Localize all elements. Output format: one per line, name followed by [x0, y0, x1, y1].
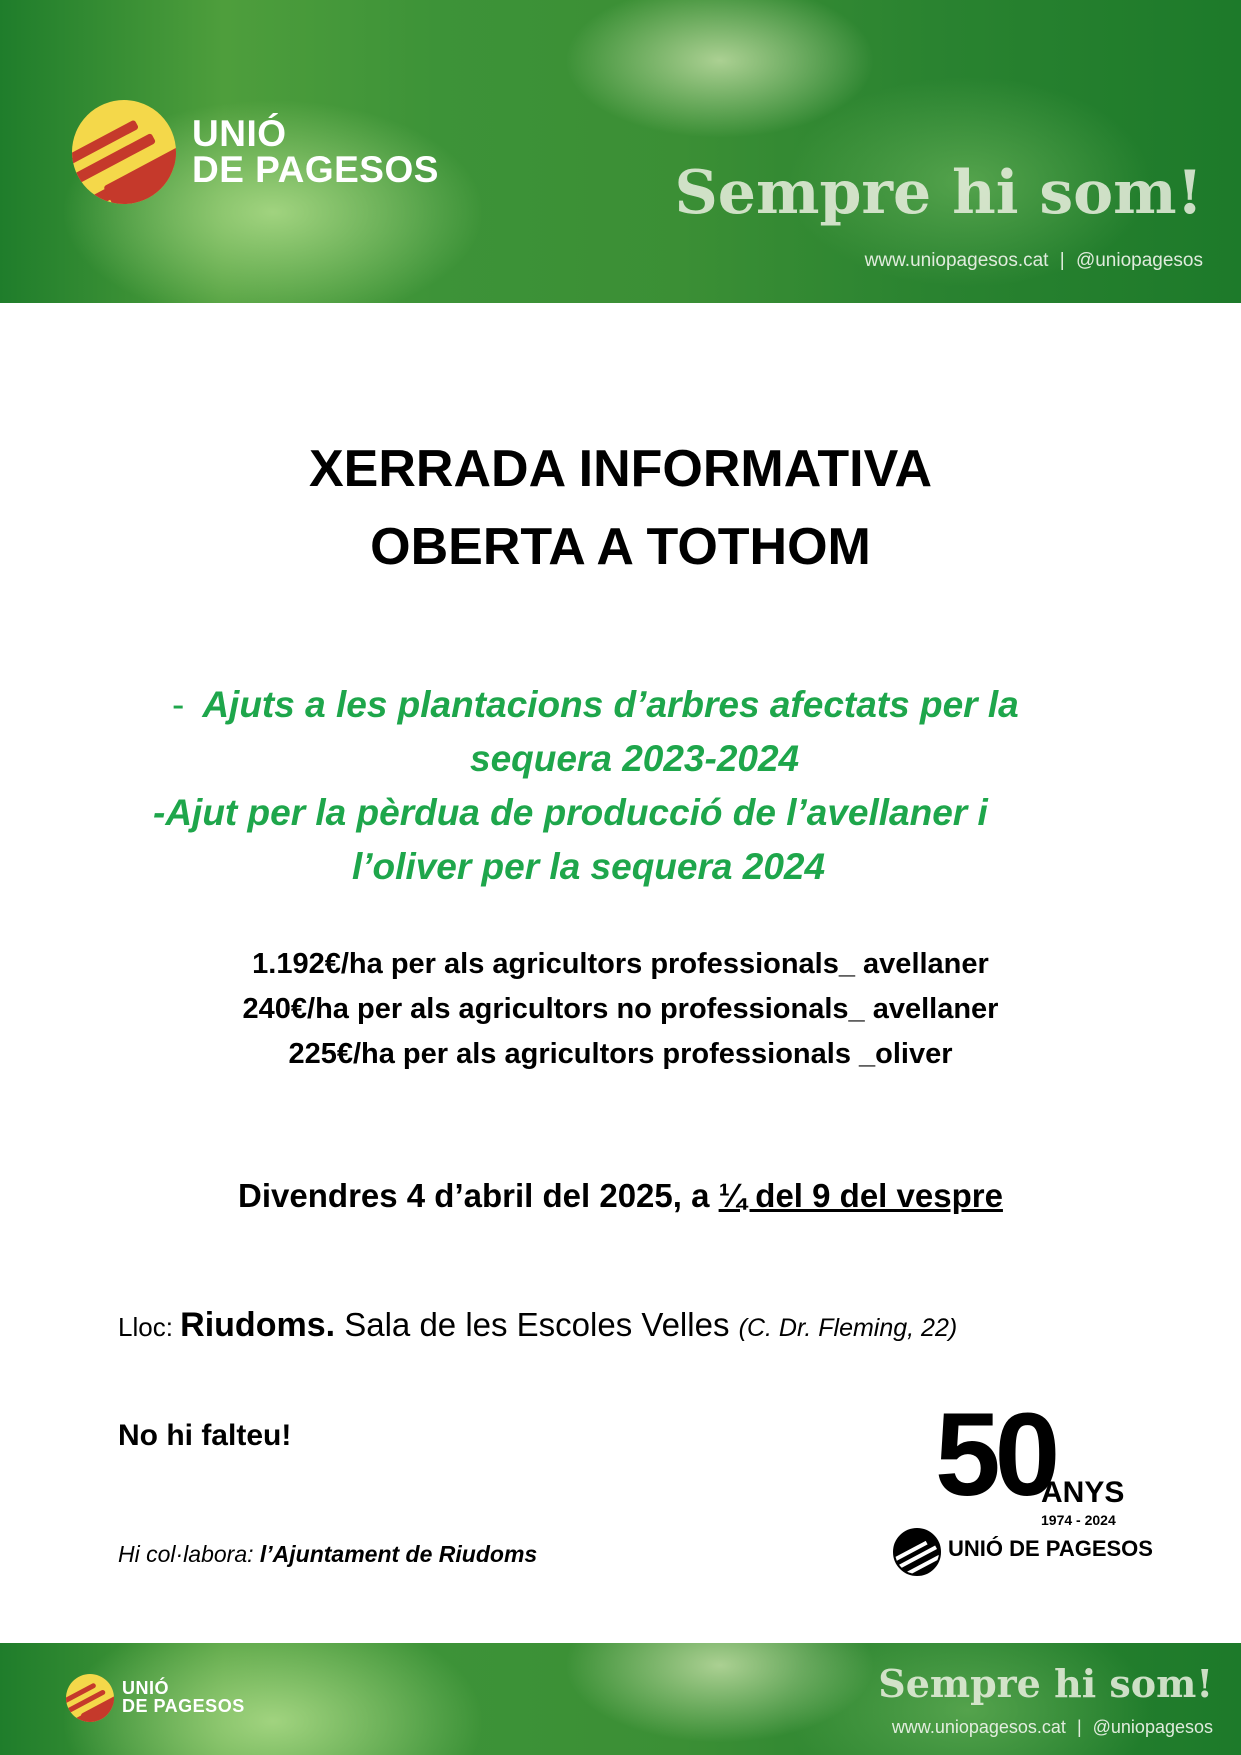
place-address: (C. Dr. Fleming, 22) [738, 1314, 958, 1342]
footer-tagline: Sempre hi som! [878, 1661, 1213, 1706]
website-link[interactable]: www.uniopagesos.cat [891, 1717, 1066, 1737]
place-town: Riudoms. [180, 1306, 336, 1344]
header-banner [0, 0, 1241, 303]
title-line2: OBERTA A TOTHOM [370, 518, 871, 576]
event-date: Divendres 4 d’abril del 2025, a ¼ del 9 del vespre [238, 1177, 1003, 1214]
anniversary-logo [893, 1389, 1163, 1580]
footer-banner [0, 1643, 1241, 1755]
collaborator: l’Ajuntament de Riudoms [259, 1541, 538, 1567]
anniversary-years: 1974 - 2024 [1041, 1512, 1116, 1528]
event-time: ¼ del 9 del vespre [718, 1177, 1003, 1214]
rates-list [0, 942, 1241, 1077]
aid-item-2-line1: -Ajut per la pèrdua de producció de l’avellaner i [153, 792, 988, 833]
anniversary-number: 50 [935, 1389, 1055, 1521]
header-web: www.uniopagesos.cat | @uniopagesos [864, 250, 1203, 271]
website-link[interactable]: www.uniopagesos.cat [864, 250, 1049, 271]
logo-emblem-icon [72, 100, 176, 204]
logo-line2: DE PAGESOS [122, 1696, 245, 1716]
closing-text: No hi falteu! [118, 1419, 292, 1452]
logo-emblem-icon [66, 1674, 114, 1722]
aid-item-1-line2: sequera 2023-2024 [470, 738, 800, 779]
anniversary-anys: ANYS [1041, 1476, 1125, 1509]
title-line1: XERRADA INFORMATIVA [308, 440, 932, 498]
event-place [118, 1306, 957, 1345]
logo-line1: UNIÓ [192, 112, 287, 154]
social-handle[interactable]: @uniopagesos [1092, 1717, 1213, 1737]
logo-line1: UNIÓ [122, 1678, 169, 1699]
aid-item-2-line2: l’oliver per la sequera 2024 [352, 846, 826, 887]
rate-line: 240€/ha per als agricultors no professionals_ avellaner [242, 993, 999, 1025]
logo-line2: DE PAGESOS [192, 149, 439, 190]
anniversary-org: UNIÓ DE PAGESOS [948, 1536, 1153, 1561]
social-handle[interactable]: @uniopagesos [1075, 250, 1203, 271]
collaboration-note: Hi col·labora: l’Ajuntament de Riudoms [118, 1541, 538, 1567]
mini-emblem-icon [893, 1528, 941, 1576]
unio-pagesos-logo [72, 100, 439, 204]
rate-line: 1.192€/ha per als agricultors professionals_ avellaner [252, 948, 989, 980]
page-title [0, 430, 1241, 586]
place-label: Lloc: [118, 1312, 181, 1342]
place-venue: Sala de les Escoles Velles [335, 1306, 739, 1343]
rate-line: 225€/ha per als agricultors professionals _oliver [288, 1038, 953, 1070]
aid-item-1-line1: - Ajuts a les plantacions d’arbres afectats per la [172, 684, 1019, 725]
unio-pagesos-logo [66, 1674, 245, 1722]
header-tagline: Sempre hi som! [674, 158, 1203, 228]
footer-web: www.uniopagesos.cat | @uniopagesos [891, 1717, 1213, 1737]
